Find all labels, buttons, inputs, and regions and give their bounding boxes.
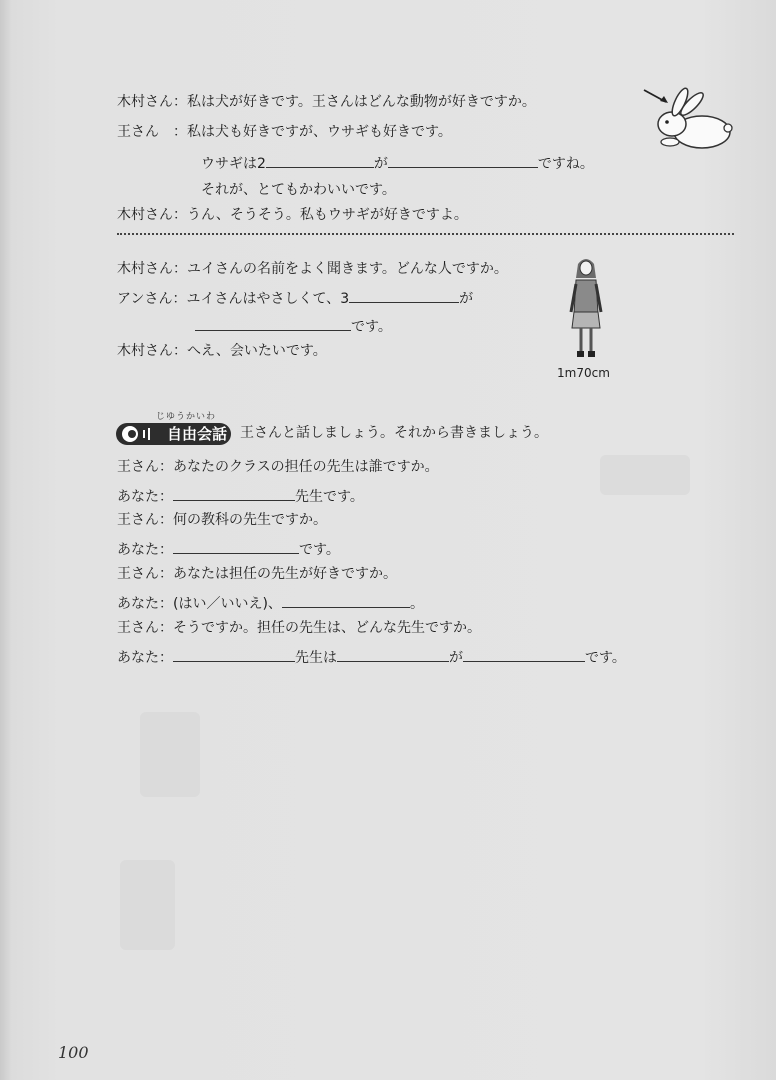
dialog2-line4 <box>117 343 327 359</box>
answer-blank[interactable] <box>349 288 459 303</box>
free-talk-q2 <box>117 512 327 528</box>
dialog1-line3 <box>201 153 594 172</box>
height-caption: 1m70cm <box>557 366 610 380</box>
dialog1-line2 <box>117 124 452 140</box>
utterance: あなたのクラスの担任の先生は誰ですか。 <box>173 459 439 475</box>
utterance: 先生は <box>295 650 337 666</box>
dialog2-line2 <box>117 288 473 307</box>
utterance: (はい／いいえ)、 <box>173 596 282 612</box>
speaker-wang: 王さん： <box>117 566 173 582</box>
dialog2-line1 <box>117 261 508 277</box>
utterance: です。 <box>299 542 340 558</box>
utterance: 。 <box>409 596 424 612</box>
utterance: ユイさんの名前をよく聞きます。どんな人ですか。 <box>187 261 508 277</box>
dialog1-line1 <box>117 94 536 110</box>
utterance: です。 <box>585 650 626 666</box>
dialog2-line3 <box>195 316 392 335</box>
speaker-kimura: 木村さん： <box>117 261 187 277</box>
page-number: 100 <box>58 1043 89 1062</box>
speaker-you: あなた： <box>117 596 173 612</box>
free-talk-q4 <box>117 620 481 636</box>
free-talk-a2 <box>117 539 340 558</box>
answer-blank[interactable] <box>195 316 351 331</box>
bleed-through-shape <box>140 712 200 797</box>
utterance: それが、とてもかわいいです。 <box>201 182 396 198</box>
bleed-through-shape <box>120 860 175 950</box>
answer-blank[interactable] <box>173 486 295 501</box>
answer-blank[interactable] <box>282 593 410 608</box>
section-divider <box>117 233 734 235</box>
free-talk-instruction <box>240 425 548 441</box>
utterance: 私は犬も好きですが、ウサギも好きです。 <box>187 124 452 140</box>
particle-ga: が <box>459 291 474 307</box>
rabbit-illustration <box>640 84 735 156</box>
blank-number: 2 <box>257 156 266 172</box>
answer-blank[interactable] <box>266 153 374 168</box>
speaker-kimura: 木村さん： <box>117 94 187 110</box>
free-talk-q3 <box>117 566 397 582</box>
speaker-you: あなた： <box>117 650 173 666</box>
free-talk-q1 <box>117 459 439 475</box>
particle-ga: が <box>373 156 388 172</box>
particle-ga: が <box>449 650 463 666</box>
answer-blank[interactable] <box>173 647 295 662</box>
answer-blank[interactable] <box>388 153 538 168</box>
utterance: そうですか。担任の先生は、どんな先生ですか。 <box>173 620 481 636</box>
speaker-wang: 王さん ： <box>117 124 187 140</box>
speaker-wang: 王さん： <box>117 512 173 528</box>
bleed-through-shape <box>600 455 690 495</box>
free-talk-a4 <box>117 647 626 666</box>
answer-blank[interactable] <box>337 647 449 662</box>
dialog1-line5 <box>117 207 468 223</box>
speaker-you: あなた： <box>117 489 173 505</box>
free-talk-badge <box>116 423 231 445</box>
blank-number: 3 <box>340 291 350 307</box>
utterance: 何の教科の先生ですか。 <box>173 512 327 528</box>
answer-blank[interactable] <box>173 539 299 554</box>
badge-ruby: じゆうかいわ <box>156 412 217 422</box>
speaker-you: あなた： <box>117 542 173 558</box>
utterance: です。 <box>351 319 392 335</box>
girl-illustration <box>566 254 606 362</box>
speaker-icon <box>119 425 163 443</box>
utterance: ユイさんはやさしくて、 <box>186 291 341 307</box>
speaker-wang: 王さん： <box>117 620 173 636</box>
answer-blank[interactable] <box>463 647 585 662</box>
instruction-text: 王さんと話しましょう。それから書きましょう。 <box>240 425 548 441</box>
speaker-kimura: 木村さん： <box>117 343 187 359</box>
utterance: ウサギは <box>201 156 257 172</box>
speaker-kimura: 木村さん： <box>117 207 187 223</box>
utterance: あなたは担任の先生が好きですか。 <box>173 566 397 582</box>
dialog1-line4 <box>201 182 396 198</box>
utterance: 私は犬が好きです。王さんはどんな動物が好きですか。 <box>187 94 536 110</box>
badge-label: 自由会話 <box>167 425 228 443</box>
speaker-an: アンさん： <box>117 291 187 307</box>
utterance: うん、そうそう。私もウサギが好きですよ。 <box>187 207 468 223</box>
free-talk-a3 <box>117 593 424 612</box>
utterance: へえ、会いたいです。 <box>187 343 327 359</box>
utterance: ですね。 <box>537 156 594 172</box>
utterance: 先生です。 <box>295 489 364 505</box>
free-talk-a1 <box>117 486 364 505</box>
speaker-wang: 王さん： <box>117 459 173 475</box>
